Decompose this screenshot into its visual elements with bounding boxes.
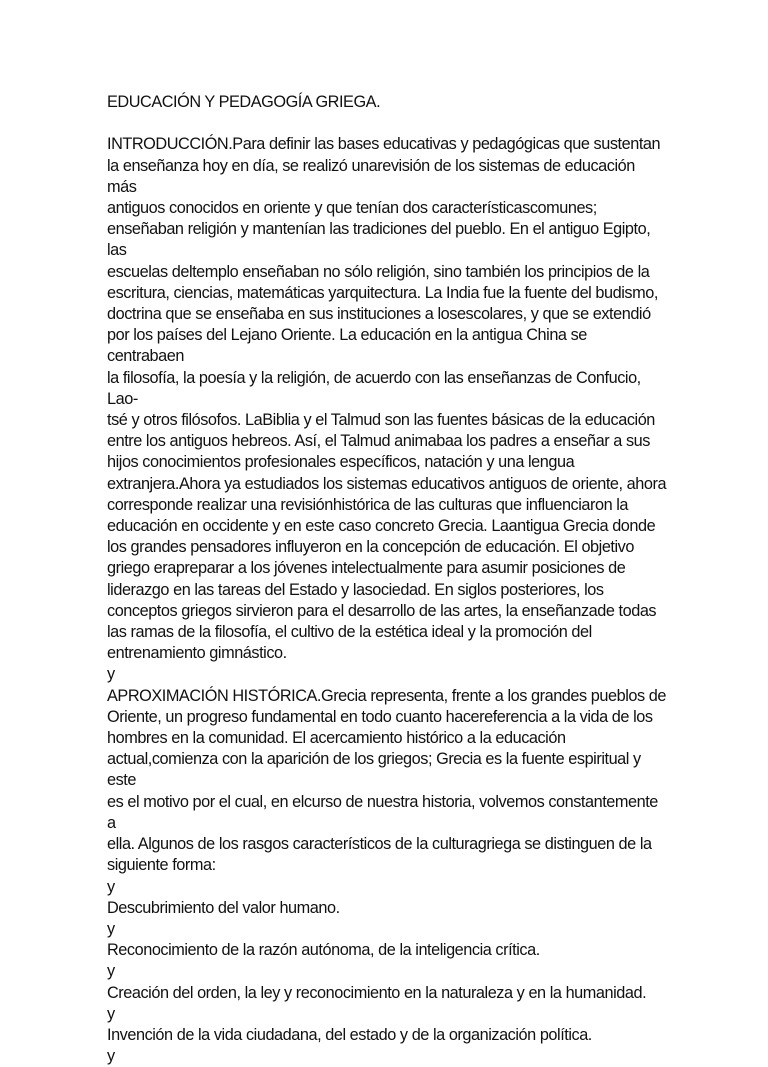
history-line: es el motivo por el cual, en elcurso de nuestra historia, volvemos constantemente a [107, 792, 658, 832]
intro-line: por los países del Lejano Oriente. La educación en la antigua China se centrabaen [107, 326, 587, 366]
trait-item: Creación del orden, la ley y reconocimiento en la naturaleza y en la humanidad. [107, 983, 647, 1002]
document-page [107, 92, 667, 1067]
bullet-mark: y [107, 665, 115, 684]
intro-line: escritura, ciencias, matemáticas yarquitectura. La India fue la fuente del budismo, [107, 283, 658, 302]
intro-line: griego erapreparar a los jóvenes intelectualmente para asumir posiciones de [107, 559, 626, 578]
intro-line: hijos conocimientos profesionales específicos, natación y una lengua [107, 453, 575, 472]
bullet-mark: y [107, 1047, 115, 1066]
history-line: Oriente, un progreso fundamental en todo cuanto hacereferencia a la vida de los [107, 707, 653, 726]
intro-line: extranjera.Ahora ya estudiados los sistemas educativos antiguos de oriente, ahora [107, 474, 667, 493]
introduction-paragraph [107, 134, 667, 664]
bullet-mark: y [107, 1004, 115, 1023]
history-paragraph [107, 686, 667, 877]
bullet-mark: y [107, 877, 115, 896]
intro-line: conceptos griegos sirvieron para el desarrollo de las artes, la enseñanzade todas [107, 601, 657, 620]
intro-line: entre los antiguos hebreos. Así, el Talmud animabaa los padres a enseñar a sus [107, 432, 650, 451]
history-line: actual,comienza con la aparición de los griegos; Grecia es la fuente espiritual y este [107, 750, 641, 790]
intro-line: entrenamiento gimnástico. [107, 644, 287, 663]
bullet-mark: y [107, 962, 115, 981]
trait-item: Reconocimiento de la razón autónoma, de la inteligencia crítica. [107, 941, 540, 960]
history-line: ella. Algunos de los rasgos característicos de la culturagriega se distinguen de la [107, 835, 652, 854]
intro-line: las ramas de la filosofía, el cultivo de la estética ideal y la promoción del [107, 623, 592, 642]
intro-line: liderazgo en las tareas del Estado y lasociedad. En siglos posteriores, los [107, 580, 604, 599]
history-line: APROXIMACIÓN HISTÓRICA.Grecia representa, frente a los grandes pueblos de [107, 686, 666, 705]
intro-line: la filosofía, la poesía y la religión, de acuerdo con las enseñanzas de Confucio, Lao- [107, 368, 641, 408]
intro-line: enseñaban religión y mantenían las tradiciones del pueblo. En el antiguo Egipto, las [107, 220, 651, 260]
bullet-mark: y [107, 919, 115, 938]
intro-line: antiguos conocidos en oriente y que tenían dos característicascomunes; [107, 199, 597, 217]
intro-line: INTRODUCCIÓN.Para definir las bases educativas y pedagógicas que sustentan [107, 135, 661, 154]
history-line: hombres en la comunidad. El acercamiento histórico a la educación [107, 729, 566, 748]
history-line: siguiente forma: [107, 856, 216, 875]
document-title: EDUCACIÓN Y PEDAGOGÍA GRIEGA. [107, 93, 381, 111]
intro-line: los grandes pensadores influyeron en la concepción de educación. El objetivo [107, 538, 634, 557]
trait-item: Descubrimiento del valor humano. [107, 898, 340, 917]
spacer [107, 113, 667, 134]
intro-line: la enseñanza hoy en día, se realizó unarevisión de los sistemas de educación más [107, 156, 635, 196]
trait-item: Invención de la vida ciudadana, del estado y de la organización política. [107, 1025, 592, 1044]
intro-line: doctrina que se enseñaba en sus instituciones a losescolares, y que se extendió [107, 305, 651, 324]
intro-line: corresponde realizar una revisiónhistórica de las culturas que influenciaron la [107, 495, 629, 514]
intro-line: escuelas deltemplo enseñaban no sólo religión, sino también los principios de la [107, 262, 650, 281]
intro-line: educación en occidente y en este caso concreto Grecia. Laantigua Grecia donde [107, 517, 656, 536]
intro-line: tsé y otros filósofos. LaBiblia y el Talmud son las fuentes básicas de la educación [107, 411, 655, 430]
